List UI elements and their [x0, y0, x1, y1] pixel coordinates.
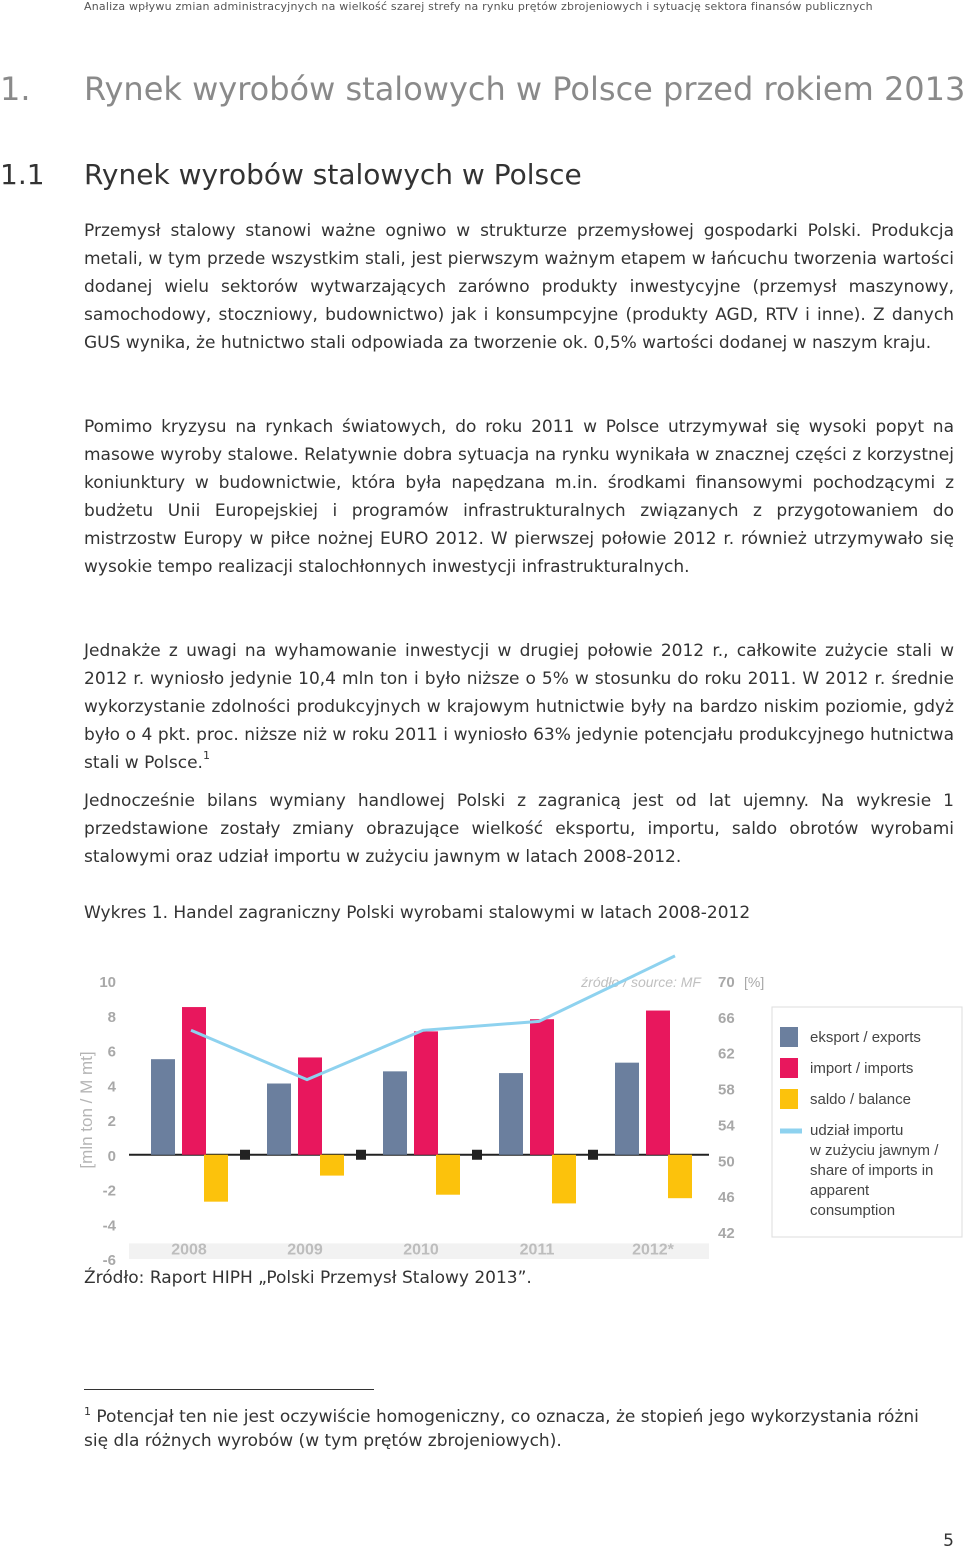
footnote-rule	[84, 1389, 374, 1390]
bar-balance	[320, 1155, 344, 1176]
zero-line-marker	[240, 1150, 250, 1160]
y2-tick-label: 54	[718, 1117, 735, 1135]
source-note: Źródło: Raport HIPH „Polski Przemysł Stalowy 2013”.	[84, 1268, 532, 1288]
footnote-text: Potencjał ten nie jest oczywiście homogeniczny, co oznacza, że stopień jego wykorzystania różni się dla różnych wyrobów (w tym prętów zbrojeniowych).	[84, 1407, 919, 1451]
bar-import	[182, 1007, 206, 1155]
bar-balance	[204, 1155, 228, 1202]
trade-chart	[77, 965, 964, 1269]
chart-source: źródło / source: MF	[581, 974, 701, 990]
y2-tick-label: 62	[718, 1045, 735, 1063]
y-tick-label: 2	[107, 1113, 116, 1130]
y2-axis-label: [%]	[744, 974, 765, 990]
y-tick-label: 10	[99, 974, 116, 991]
bar-import	[414, 1031, 438, 1154]
y2-tick-label: 58	[718, 1081, 735, 1099]
paragraph-3: Jednakże z uwagi na wyhamowanie inwestycji w drugiej połowie 2012 r., całkowite zużycie stali w 2012 r. wyniosło jedynie 10,4 mln ton i było niższe o 5% w stosunku do roku 2011. W 2012 r. średnie wykorzystanie zdolności produkcyjnych w krajowym hutnictwie były na bardzo niskim poziomie, gdyż było o 4 pkt. proc. niższe niż w roku 2011 i wyniosło 63% jedynie potencjału produkcyjnego hutnictwa stali w Polsce.$^1$	[84, 641, 954, 773]
legend-label: apparent	[810, 1182, 870, 1199]
bar-import	[530, 1019, 554, 1155]
y-tick-label: 4	[107, 1078, 116, 1096]
footnote	[84, 1405, 944, 1453]
y2-tick-label: 50	[718, 1153, 735, 1171]
y-tick-label: 6	[107, 1043, 116, 1061]
legend-label: share of imports in	[810, 1162, 934, 1179]
bar-export	[267, 1084, 291, 1155]
subsection-heading	[0, 158, 582, 191]
section-heading	[0, 70, 965, 108]
chart-caption: Wykres 1. Handel zagraniczny Polski wyrobami stalowymi w latach 2008-2012	[84, 903, 751, 923]
section-number: 1.	[0, 70, 31, 108]
category-label: 2008	[171, 1241, 207, 1259]
paragraph-1: Przemysł stalowy stanowi ważne ogniwo w strukturze przemysłowej gospodarki Polski. Produkcja metali, w tym przede wszystkim stali, jest pierwszym ważnym etapem w łańcuchu tworzenia wartości dodanej wielu sektorów wytwarzających zarówno produkty inwestycyjne (przemysł maszynowy, samochodowy, stoczniowy, budownictwo) jak i konsumpcyjne (produkty AGD, RTV i inne). Z danych GUS wynika, że hutnictwo stali odpowiada za tworzenie ok. 0,5% wartości dodanej w naszym kraju.	[84, 221, 954, 353]
legend-label: eksport / exports	[810, 1029, 921, 1046]
legend-swatch	[780, 1089, 798, 1109]
bar-import	[646, 1011, 670, 1155]
bar-export	[499, 1073, 523, 1155]
y2-tick-label: 70	[718, 974, 735, 991]
legend-label: w zużyciu jawnym /	[810, 1142, 939, 1159]
footnote-number: 1	[84, 1405, 91, 1418]
legend-label: udział importu	[810, 1122, 904, 1139]
y-tick-label: -2	[102, 1182, 116, 1200]
category-label: 2011	[519, 1241, 555, 1259]
subsection-title: Rynek wyrobów stalowych w Polsce	[84, 158, 582, 191]
legend-label: import / imports	[810, 1060, 914, 1077]
bar-balance	[668, 1155, 692, 1198]
bar-export	[151, 1059, 175, 1155]
y-tick-label: 0	[107, 1147, 116, 1165]
section-title: Rynek wyrobów stalowych w Polsce przed rokiem 2013	[84, 70, 965, 108]
y-tick-label: 8	[107, 1008, 116, 1026]
bar-import	[298, 1057, 322, 1154]
bar-export	[383, 1071, 407, 1154]
legend-swatch	[780, 1027, 798, 1047]
y2-tick-label: 66	[718, 1009, 735, 1027]
legend-label: consumption	[810, 1202, 896, 1219]
subsection-number: 1.1	[0, 158, 45, 191]
bar-balance	[436, 1155, 460, 1195]
page-number: 5	[943, 1531, 954, 1551]
y2-tick-label: 46	[718, 1189, 735, 1207]
legend-label: saldo / balance	[810, 1091, 911, 1108]
category-label: 2009	[287, 1241, 323, 1259]
y-axis-label: [mln ton / M mt]	[77, 1051, 96, 1169]
y2-tick-label: 42	[718, 1225, 735, 1242]
bar-export	[615, 1063, 639, 1155]
zero-line-marker	[356, 1150, 366, 1160]
running-header: Analiza wpływu zmian administracyjnych na wielkość szarej strefy na rynku prętów zbrojeniowych i sytuację sektora finansów publicznych	[84, 0, 873, 13]
paragraph-2: Pomimo kryzysu na rynkach światowych, do roku 2011 w Polsce utrzymywał się wysoki popyt na masowe wyroby stalowe. Relatywnie dobra sytuacja na rynku wynikała w znacznej części z korzystnej koniunktury w budownictwie, która była napędzana m.in. środkami finansowymi pochodzącymi z budżetu Unii Europejskiej i programów infrastrukturalnych związanych z przygotowaniem do mistrzostw Europy w piłce nożnej EURO 2012. W pierwszej połowie 2012 r. również utrzymywało się wysokie tempo realizacji stalochłonnych inwestycji infrastrukturalnych.	[84, 417, 954, 577]
zero-line-marker	[472, 1150, 482, 1160]
category-label: 2010	[403, 1241, 439, 1259]
y-tick-label: -4	[102, 1217, 116, 1235]
y-tick-label: -6	[102, 1252, 116, 1269]
footnote-reference[interactable]: 1	[202, 749, 210, 762]
legend-swatch	[780, 1058, 798, 1078]
paragraph-4: Jednocześnie bilans wymiany handlowej Polski z zagranicą jest od lat ujemny. Na wykresie 1 przedstawione zostały zmiany obrazujące wielkość eksportu, importu, saldo obrotów wyrobami stalowymi oraz udział importu w zużyciu jawnym w latach 2008-2012.	[84, 791, 954, 867]
category-label: 2012*	[632, 1241, 674, 1259]
zero-line-marker	[588, 1150, 598, 1160]
bar-balance	[552, 1155, 576, 1204]
